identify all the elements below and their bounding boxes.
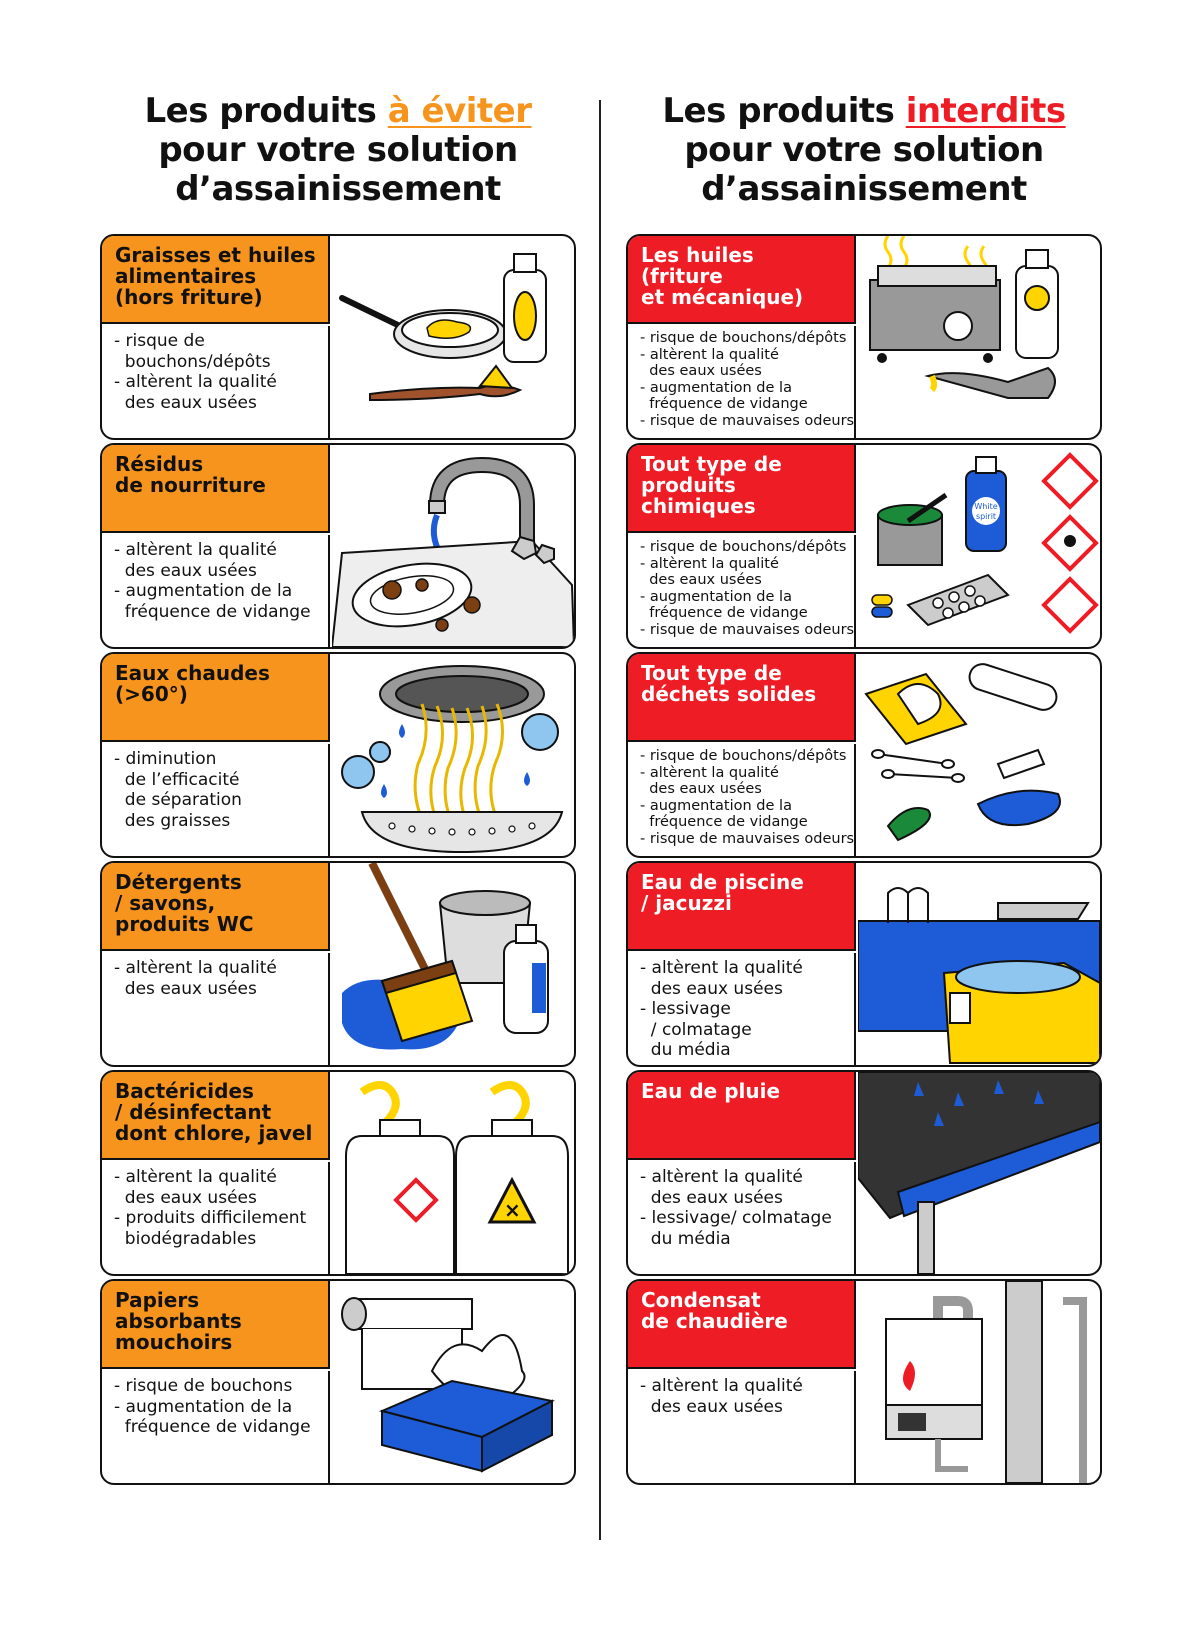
card-papiers bbox=[100, 1279, 576, 1485]
card-risks: - risque de bouchons/dépôts - altèrent la qualité des eaux usées - augmentation de la fréquence de vidange - risque de mauvaises odeurs bbox=[628, 744, 856, 856]
right-heading bbox=[626, 92, 1102, 209]
heading-text: Les produits bbox=[662, 91, 906, 131]
card-title: Détergents / savons, produits WC bbox=[102, 863, 330, 951]
card-title: Tout type de produits chimiques bbox=[628, 445, 856, 533]
bottle-label: White bbox=[974, 502, 998, 511]
card-risks: - altèrent la qualité des eaux usées - augmentation de la fréquence de vidange bbox=[102, 535, 330, 647]
svg-text:×: × bbox=[504, 1198, 521, 1222]
heading-line: d’assainissement bbox=[175, 169, 501, 209]
broom-bucket-illustration bbox=[332, 863, 574, 1065]
card-title: Eau de pluie bbox=[628, 1072, 856, 1160]
heading-highlight-avoid: à éviter bbox=[387, 91, 532, 131]
card-risks: - risque de bouchons/dépôts - altèrent la qualité des eaux usées - augmentation de la fréquence de vidange - risque de mauvaises odeurs bbox=[628, 326, 856, 438]
card-graisses bbox=[100, 234, 576, 440]
card-eau-de-piscine bbox=[626, 861, 1102, 1067]
card-produits-chimiques bbox=[626, 443, 1102, 649]
card-title: Eaux chaudes (>60°) bbox=[102, 654, 330, 742]
card-risks: - risque de bouchons - augmentation de la fréquence de vidange bbox=[102, 1371, 330, 1483]
dirty-plate-sink-illustration bbox=[332, 445, 574, 647]
card-title: Graisses et huiles alimentaires (hors friture) bbox=[102, 236, 330, 324]
card-condensat bbox=[626, 1279, 1102, 1485]
card-title: Condensat de chaudière bbox=[628, 1281, 856, 1369]
card-detergents bbox=[100, 861, 576, 1067]
card-risks: - altèrent la qualité des eaux usées bbox=[628, 1371, 856, 1483]
svg-text:spirit: spirit bbox=[975, 512, 997, 521]
card-title: Les huiles (friture et mécanique) bbox=[628, 236, 856, 324]
card-risks: - altèrent la qualité des eaux usées bbox=[102, 953, 330, 1065]
left-heading bbox=[100, 92, 576, 209]
card-risks: - altèrent la qualité des eaux usées - lessivage/ colmatage du média bbox=[628, 1162, 856, 1274]
card-eau-de-pluie bbox=[626, 1070, 1102, 1276]
card-title: Eau de piscine / jacuzzi bbox=[628, 863, 856, 951]
heading-highlight-forbidden: interdits bbox=[905, 91, 1066, 131]
card-risks: - risque de bouchons/dépôts - altèrent la qualité des eaux usées - augmentation de la fréquence de vidange - risque de mauvaises odeurs bbox=[628, 535, 856, 647]
card-bactericides bbox=[100, 1070, 576, 1276]
disinfectant-bottles-illustration bbox=[332, 1072, 574, 1274]
tissues-paper-roll-illustration bbox=[332, 1281, 574, 1483]
solid-waste-illustration bbox=[858, 654, 1100, 856]
card-title: Résidus de nourriture bbox=[102, 445, 330, 533]
boiler-illustration bbox=[858, 1281, 1100, 1483]
card-title: Tout type de déchets solides bbox=[628, 654, 856, 742]
card-residus bbox=[100, 443, 576, 649]
card-title: Bactéricides / désinfectant dont chlore, javel bbox=[102, 1072, 330, 1160]
frying-pan-oil-illustration bbox=[332, 236, 574, 438]
card-dechets-solides bbox=[626, 652, 1102, 858]
heading-line: d’assainissement bbox=[701, 169, 1027, 209]
chemicals-hazard-illustration bbox=[858, 445, 1100, 647]
heading-text: Les produits bbox=[144, 91, 388, 131]
pasta-colander-illustration bbox=[332, 654, 574, 856]
heading-line: pour votre solution bbox=[158, 130, 518, 170]
card-risks: - altèrent la qualité des eaux usées - lessivage / colmatage du média bbox=[628, 953, 856, 1065]
card-risks: - risque de bouchons/dépôts - altèrent la qualité des eaux usées bbox=[102, 326, 330, 438]
heading-line: pour votre solution bbox=[684, 130, 1044, 170]
rain-roof-gutter-illustration bbox=[858, 1072, 1100, 1274]
card-risks: - diminution de l’efficacité de séparation des graisses bbox=[102, 744, 330, 856]
card-title: Papiers absorbants mouchoirs bbox=[102, 1281, 330, 1369]
card-eaux-chaudes bbox=[100, 652, 576, 858]
fryer-oil-can-illustration bbox=[858, 236, 1100, 438]
card-risks: - altèrent la qualité des eaux usées - produits difficilement biodégradables bbox=[102, 1162, 330, 1274]
pool-jacuzzi-illustration bbox=[858, 863, 1100, 1065]
card-huiles bbox=[626, 234, 1102, 440]
column-divider bbox=[599, 100, 601, 1540]
